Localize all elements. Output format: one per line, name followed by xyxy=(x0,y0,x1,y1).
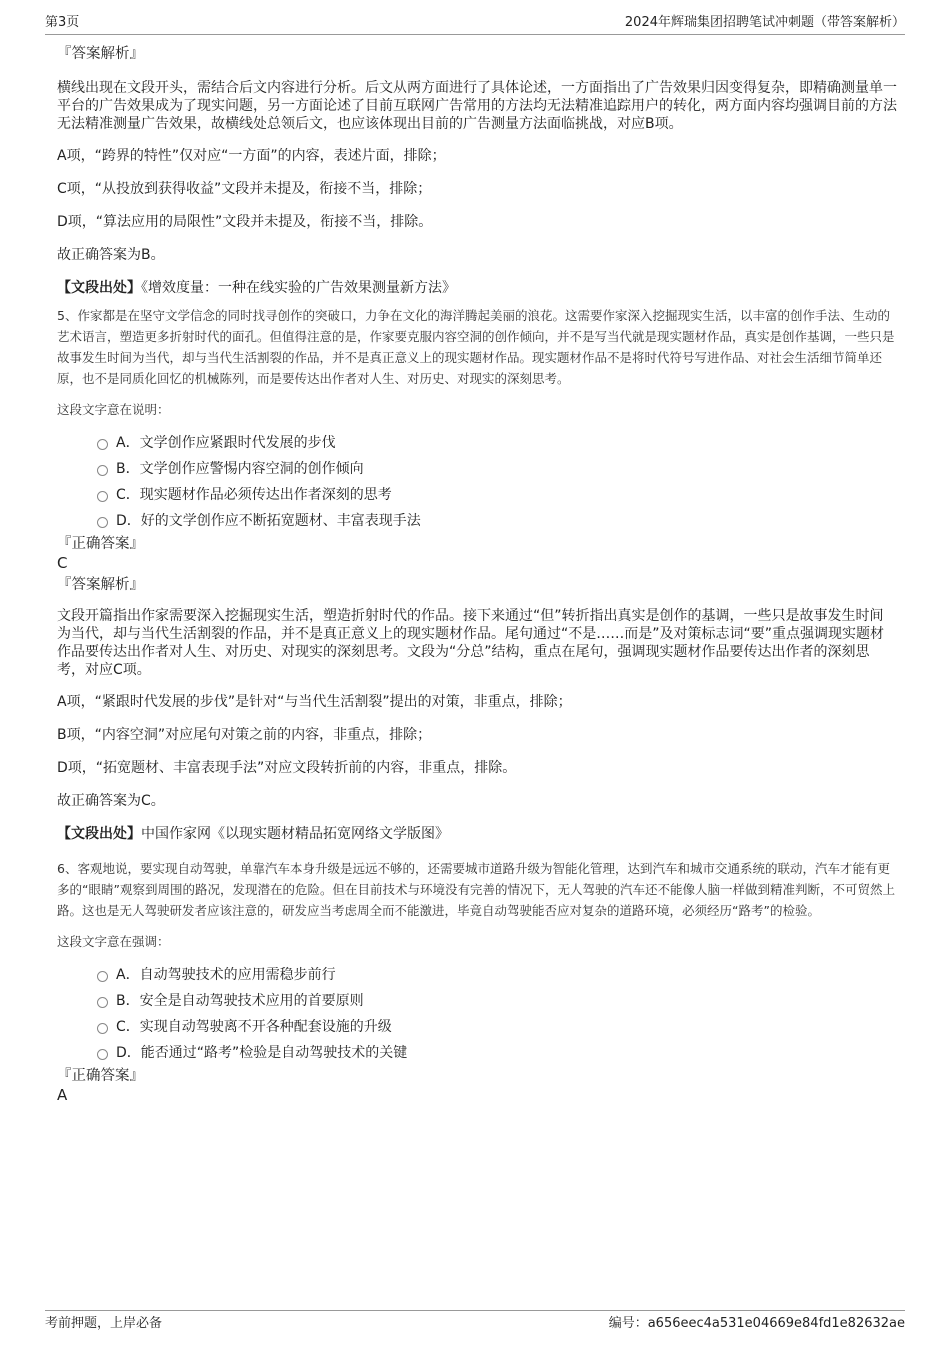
option-label: C．现实题材作品必须传达出作者深刻的思考 xyxy=(116,487,392,503)
radio-icon[interactable] xyxy=(97,491,108,502)
q6-option-c[interactable] xyxy=(57,1014,897,1040)
q5-answer-label: 『正确答案』 xyxy=(57,536,144,552)
q4-analysis-text: 横线出现在文段开头，需结合后文内容进行分析。后文从两方面进行了具体论述，一方面指出了广告效果归因变得复杂，即精确测量单一平台的广告效果成为了现实问题，另一方面论述了目前互联网广告常用的方法均无法精准追踪用户的转化，两方面内容均强调目前的方法无法精准测量广告效果，故横线处总领后文，也应该体现出目前的广告测量方法面临挑战，对应B项。 xyxy=(57,80,897,132)
q4-option-a-analysis: A项，“跨界的特性”仅对应“一方面”的内容，表述片面，排除； xyxy=(57,148,446,164)
q5-option-b-analysis: B项，“内容空洞”对应尾句对策之前的内容，非重点，排除； xyxy=(57,727,432,743)
q6-prompt: 这段文字意在强调： xyxy=(57,934,170,949)
q5-options xyxy=(57,430,897,534)
page-header xyxy=(45,14,905,35)
option-label: C．实现自动驾驶离不开各种配套设施的升级 xyxy=(116,1019,392,1035)
option-label: A．自动驾驶技术的应用需稳步前行 xyxy=(116,967,336,983)
q4-source xyxy=(57,279,897,297)
q6-option-b[interactable] xyxy=(57,988,897,1014)
q4-source-text: 《增效度量：一种在线实验的广告效果测量新方法》 xyxy=(141,280,456,296)
q5-answer: C xyxy=(57,554,68,572)
q4-option-c-analysis: C项，“从投放到获得收益”文段并未提及，衔接不当，排除； xyxy=(57,181,432,197)
q6-answer: A xyxy=(57,1086,68,1104)
option-label: D．好的文学创作应不断拓宽题材、丰富表现手法 xyxy=(116,513,421,529)
radio-icon[interactable] xyxy=(97,997,108,1008)
option-label: B．文学创作应警惕内容空洞的创作倾向 xyxy=(116,461,364,477)
q5-option-a[interactable] xyxy=(57,430,897,456)
q5-option-a-analysis: A项，“紧跟时代发展的步伐”是针对“与当代生活割裂”提出的对策，非重点，排除； xyxy=(57,694,572,710)
q4-conclusion: 故正确答案为B。 xyxy=(57,247,165,263)
q5-analysis-label: 『答案解析』 xyxy=(57,577,144,593)
q4-analysis-label: 『答案解析』 xyxy=(57,46,144,62)
radio-icon[interactable] xyxy=(97,465,108,476)
q6-stem: 6、客观地说，要实现自动驾驶，单靠汽车本身升级是远远不够的，还需要城市道路升级为智能化管理，达到汽车和城市交通系统的联动，汽车才能有更多的“眼睛”观察到周围的路况，发现潜在的危险。但在目前技术与环境没有完善的情况下，无人驾驶的汽车还不能像人脑一样做到精准判断，不可贸然上路。这也是无人驾驶研发者应该注意的，研发应当考虑周全而不能激进，毕竟自动驾驶能否应对复杂的道路环境，必须经历“路考”的检验。 xyxy=(57,861,895,918)
radio-icon[interactable] xyxy=(97,1049,108,1060)
page-number: 第3页 xyxy=(45,15,80,30)
q5-option-d-analysis: D项，“拓宽题材、丰富表现手法”对应文段转折前的内容，非重点，排除。 xyxy=(57,760,517,776)
q5-source-label: 【文段出处】 xyxy=(57,826,141,842)
option-label: D．能否通过“路考”检验是自动驾驶技术的关键 xyxy=(116,1045,408,1061)
q5-source xyxy=(57,825,897,843)
q5-option-b[interactable] xyxy=(57,456,897,482)
q5-conclusion: 故正确答案为C。 xyxy=(57,793,165,809)
q6-option-a[interactable] xyxy=(57,962,897,988)
document-title: 2024年辉瑞集团招聘笔试冲刺题（带答案解析） xyxy=(624,15,905,30)
q6-options xyxy=(57,962,897,1066)
radio-icon[interactable] xyxy=(97,1023,108,1034)
option-label: A．文学创作应紧跟时代发展的步伐 xyxy=(116,435,336,451)
q6-answer-label: 『正确答案』 xyxy=(57,1068,144,1084)
q6-option-d[interactable] xyxy=(57,1040,897,1066)
document-code: 编号：a656eec4a531e04669e84fd1e82632ae xyxy=(608,1316,905,1331)
q4-source-label: 【文段出处】 xyxy=(57,280,141,296)
q5-stem: 5、作家都是在坚守文学信念的同时找寻创作的突破口，力争在文化的海洋腾起美丽的浪花。这需要作家深入挖掘现实生活，以丰富的创作手法、生动的艺术语言，塑造更多折射时代的面孔。但值得注意的是，作家要克服内容空洞的创作倾向，并不是写当代就是现实题材作品，真实是创作基调，一些只是故事发生时间为当代，却与当代生活割裂的作品，并不是真正意义上的现实题材作品。现实题材作品不是将时代符号写进作品、对社会生活细节简单还原，也不是同质化回忆的机械陈列，而是要传达出作者对人生、对历史、对现实的深刻思考。 xyxy=(57,308,895,386)
radio-icon[interactable] xyxy=(97,439,108,450)
q5-prompt: 这段文字意在说明： xyxy=(57,402,170,417)
q5-analysis-text: 文段开篇指出作家需要深入挖掘现实生活，塑造折射时代的作品。接下来通过“但”转折指出真实是创作的基调，一些只是故事发生时间为当代，却与当代生活割裂的作品，并不是真正意义上的现实题材作品。尾句通过“不是……而是”及对策标志词“要”重点强调现实题材作品要传达出作者对人生、对历史、对现实的深刻思考。文段为“分总”结构，重点在尾句，强调现实题材作品要传达出作者的深刻思考，对应C项。 xyxy=(57,608,885,678)
option-label: B．安全是自动驾驶技术应用的首要原则 xyxy=(116,993,364,1009)
radio-icon[interactable] xyxy=(97,517,108,528)
page-content xyxy=(57,44,897,1104)
footer-slogan: 考前押题，上岸必备 xyxy=(45,1316,163,1331)
radio-icon[interactable] xyxy=(97,971,108,982)
q5-option-c[interactable] xyxy=(57,482,897,508)
q4-option-d-analysis: D项，“算法应用的局限性”文段并未提及，衔接不当，排除。 xyxy=(57,214,433,230)
q5-option-d[interactable] xyxy=(57,508,897,534)
q5-source-text: 中国作家网《以现实题材精品拓宽网络文学版图》 xyxy=(141,826,449,842)
page-footer xyxy=(45,1310,905,1334)
